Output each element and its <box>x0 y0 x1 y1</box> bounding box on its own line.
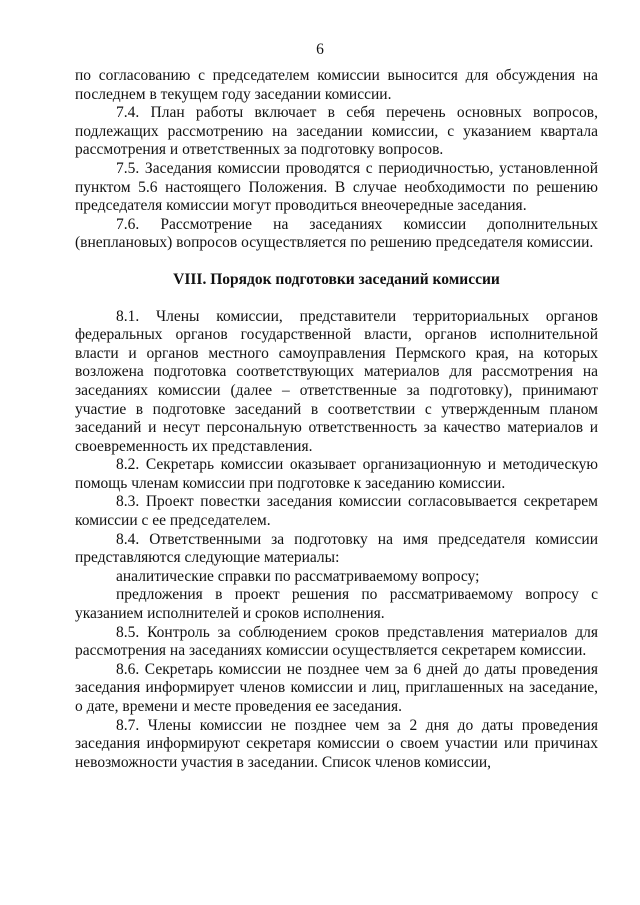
paragraph-8-6: 8.6. Секретарь комиссии не позднее чем за 6 дней до даты проведения заседания информирует членов комиссии и лиц, приглашенных на заседание, о дате, времени и месте проведения ее заседания. <box>75 660 598 715</box>
paragraph-7-6: 7.6. Рассмотрение на заседаниях комиссии дополнительных (внеплановых) вопросов осуществляется по решению председателя комиссии. <box>75 215 598 252</box>
paragraph-7-5: 7.5. Заседания комиссии проводятся с периодичностью, установленной пунктом 5.6 настоящего Положения. В случае необходимости по решению председателя комиссии могут проводиться внеочередные заседания. <box>75 159 598 215</box>
list-item-proposals: предложения в проект решения по рассматриваемому вопросу с указанием исполнителей и сроков исполнения. <box>75 586 598 623</box>
page-number: 6 <box>316 41 324 58</box>
paragraph-8-4: 8.4. Ответственными за подготовку на имя председателя комиссии представляются следующие материалы: <box>75 530 598 567</box>
paragraph-continuation: по согласованию с председателем комиссии выносится для обсуждения на последнем в текущем году заседании комиссии. <box>75 67 598 103</box>
paragraph-8-1: 8.1. Члены комиссии, представители территориальных органов федеральных органов государственной власти, органов исполнительной власти и органов местного самоуправления Пермского края, на которых возложена подготовка соответствующих материалов для рассмотрения на заседаниях комиссии (далее – ответственные за подготовку), принимают участие в подготовке заседаний в соответствии с утвержденным планом заседаний и несут персональную ответственность за качество материалов и своевременность их представления. <box>75 307 598 455</box>
paragraph-8-3: 8.3. Проект повестки заседания комиссии согласовывается секретарем комиссии с ее председателем. <box>75 493 598 530</box>
paragraph-8-5: 8.5. Контроль за соблюдением сроков представления материалов для рассмотрения на заседаниях комиссии осуществляется секретарем комиссии. <box>75 623 598 660</box>
section-heading-viii: VIII. Порядок подготовки заседаний комиссии <box>173 270 500 288</box>
paragraph-8-7: 8.7. Члены комиссии не позднее чем за 2 дня до даты проведения заседания информируют секретаря комиссии о своем участии или причинах невозможности участия в заседании. Список членов комиссии, <box>75 716 598 771</box>
document-body <box>75 67 598 772</box>
paragraph-7-4: 7.4. План работы включает в себя перечень основных вопросов, подлежащих рассмотрению на заседании комиссии, с указанием квартала рассмотрения и ответственных за подготовку вопросов. <box>75 104 598 159</box>
list-item-analytic-reports: аналитические справки по рассматриваемому вопросу; <box>116 567 480 585</box>
paragraph-8-2: 8.2. Секретарь комиссии оказывает организационную и методическую помощь членам комиссии при подготовке к заседанию комиссии. <box>75 456 598 492</box>
